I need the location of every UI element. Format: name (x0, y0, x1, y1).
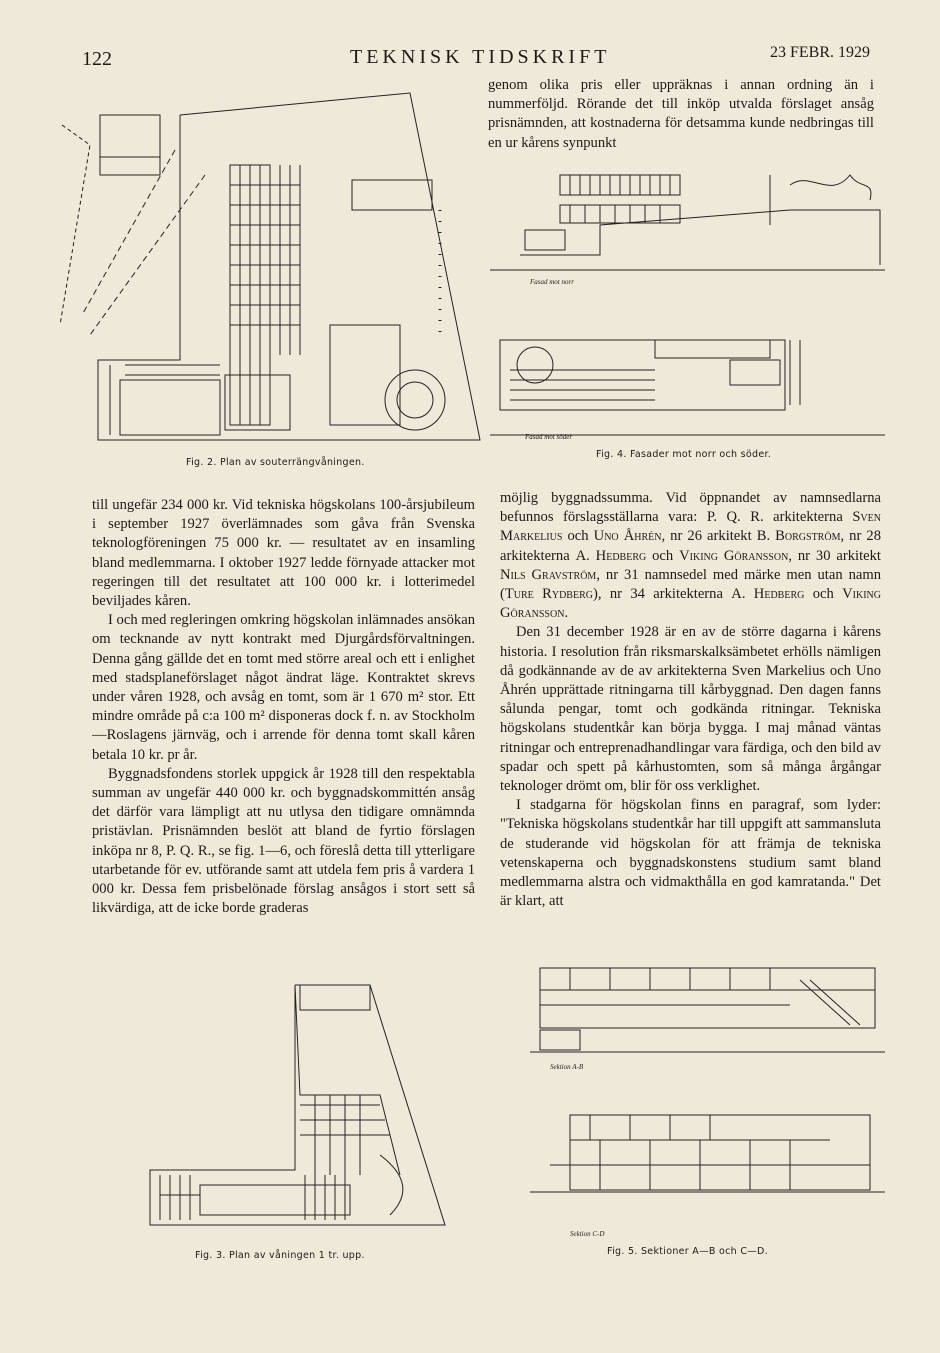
fig4-label-north: Fasad mot norr (530, 278, 574, 286)
fig5-caption: Fig. 5. Sektioner A—B och C—D. (607, 1246, 768, 1257)
fig4-label-south: Fasad mot söder (525, 433, 573, 441)
right-top-text: genom olika pris eller uppräknas i annan ordning än i nummerföljd. Rörande det till inköp utvalda förslaget ansåg prisnämnden, att kostnaderna för detsamma kunde nedbringas till en ur kårens synpunkt (488, 77, 874, 151)
fig3-caption: Fig. 3. Plan av våningen 1 tr. upp. (195, 1250, 365, 1261)
fig4-facades (490, 165, 885, 445)
right-column-text: möjlig byggnadssumma. Vid öppnandet av namnsedlarna befunnos förslagsställarna vara: P. Q. R. arkitekterna Sven Markelius och Uno Åhrén, nr 26 arkitekt B. Borgström, nr 28 arkitekterna A. Hedberg och Viking Göransson, nr 30 arkitekt Nils Gravström, nr 31 namnsedel med märke men utan namn (Ture Rydberg), nr 34 arkitekterna A. Hedberg och Viking Göransson. Den 31 december 1928 är en av de större dagarna i kårens historia. I resolution från riksmarskalksämbetet erhölls nämligen då godkännande av de av arkitekterna Sven Markelius och Uno Åhrén upprättade ritningarna till kårbyggnad. Den dagen fanns sålunda pengar, tomt och godkända ritningar. Tekniska högskolans studentkår kan börja bygga. I maj månad väntas ritningar och entreprenadhandlingar vara färdiga, och den bild av spadar och spett på kårhustomten, som så många årgångar teknologer drömt om, blir för oss verklighet. I stadgarna för högskolan finns en paragraf, som lyder: "Tekniska högskolans studentkår har till uppgift att sammansluta de studerande vid högskolan för att främja de tekniska vetenskaperna och byggnadskonstens studium samt bland medlemmarna alstra och vidmakthålla en god kamratanda." Det är klart, att (500, 490, 881, 910)
fig5-label-cd: Sektion C-D (570, 1230, 605, 1238)
fig4-caption: Fig. 4. Fasader mot norr och söder. (596, 449, 772, 460)
journal-title: TEKNISK TIDSKRIFT (350, 46, 611, 68)
left-column-text: till ungefär 234 000 kr. Vid tekniska högskolans 100-årsjubileum i september 1927 överlämnades som gåva från Svenska teknologföreningen 75 000 kr. — resultatet av en insamling bland medlemmarna. I oktober 1927 ledde förnyade attacker mot regeringen till det resultatet att 100 000 kr. i lotterimedel beviljades kåren. I och med regleringen omkring högskolan inlämnades ansökan om tecknande av nytt kontrakt med Djurgårdsförvaltningen. Denna gång gällde det en tomt med större areal och ett i enlighet med stadsplaneförslaget något ändrat läge. Kontraktet skrevs under våren 1928, och avsåg en tomt, som är 1 670 m² stor. Ett mindre område på c:a 100 m² disponeras dock f. n. av Stockholm—Roslagens järnväg, och i arrende för denna tomt skall kåren betala 10 kr. pr år. Byggnadsfondens storlek uppgick år 1928 till den respektabla summan av ungefär 440 000 kr. och byggnadskommittén ansåg det därför vara lämpligt att nu utlysa den tidigare omnämnda pristävlan. Prisnämnden beslöt att bland de fyrtio förslagen inköpa nr 8, P. Q. R., se fig. 1—6, och föreslå detta till ytterligare utarbetande för ev. utförande samt att utdela fem pris å vardera 1 000 kr. Dessa fem prisbelönade förslag ansågos i stort sett så likvärdiga, att de icke borde graderas (92, 497, 475, 917)
fig5-sections (530, 960, 890, 1260)
page-number: 122 (82, 48, 112, 70)
fig2-floor-plan (60, 85, 490, 455)
fig3-floor-plan (140, 975, 455, 1245)
fig5-label-ab: Sektion A-B (550, 1063, 584, 1071)
issue-date: 23 FEBR. 1929 (770, 44, 871, 61)
fig2-caption: Fig. 2. Plan av souterrängvåningen. (186, 457, 365, 468)
